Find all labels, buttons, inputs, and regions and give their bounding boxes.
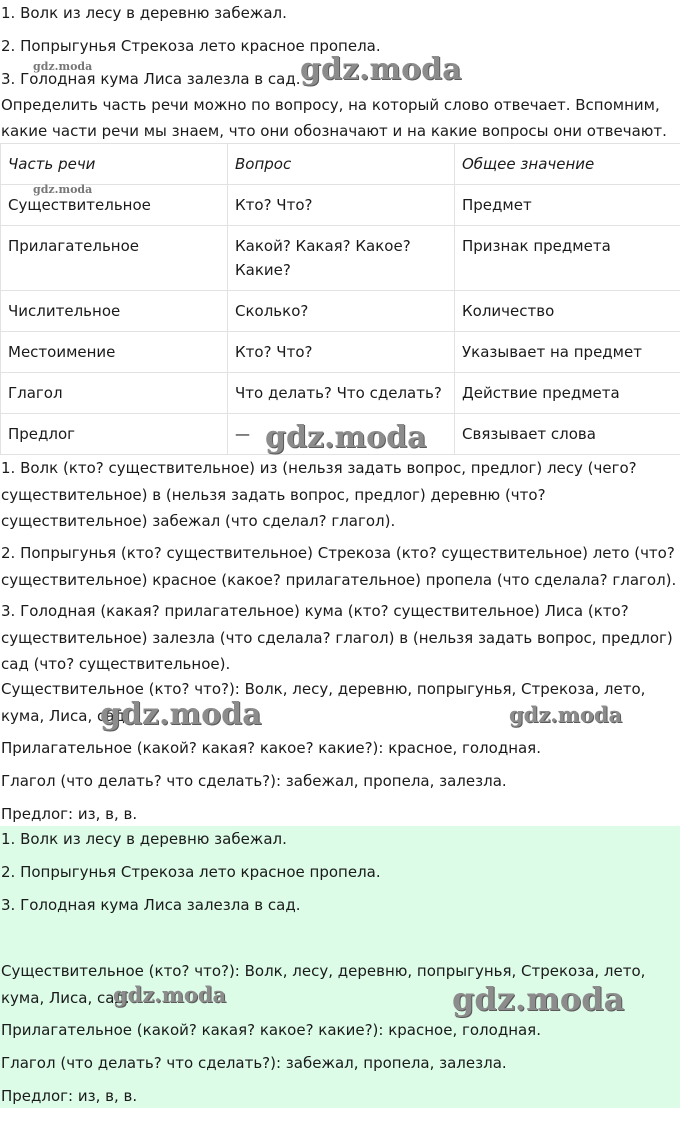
table-cell: Кто? Что?	[228, 185, 455, 226]
watermark-logo: gdz.moda	[33, 183, 93, 196]
summary-prepositions: Предлог: из, в, в.	[1, 805, 138, 823]
summary-adjectives: Прилагательное (какой? какая? какое? какие?): красное, голодная.	[1, 739, 541, 757]
table-row	[1, 226, 680, 291]
answer-sentence-1: 1. Волк из лесу в деревню забежал.	[1, 830, 287, 848]
table-cell: Действие предмета	[455, 373, 680, 414]
answer-summary-nouns: Существительное (кто? что?): Волк, лесу, деревню, попрыгунья, Стрекоза, лето, кума, Лиса, сад.	[1, 962, 646, 1007]
header-part-of-speech: Часть речи	[1, 144, 228, 185]
analysis-sentence-1: 1. Волк (кто? существительное) из (нельзя задать вопрос, предлог) лесу (чего? существительное) в (нельзя задать вопрос, предлог) деревню (что? существительное) забежал (что сделал? глагол).	[1, 459, 637, 530]
watermark-logo: gdz.moda	[300, 52, 462, 87]
summary-nouns: Существительное (кто? что?): Волк, лесу, деревню, попрыгунья, Стрекоза, лето, кума, Лиса, сад.	[1, 680, 646, 725]
watermark-logo: gdz.moda	[509, 702, 623, 727]
table-cell: Местоимение	[1, 332, 228, 373]
table-header-row	[1, 144, 680, 185]
table-row	[1, 185, 680, 226]
table-row	[1, 373, 680, 414]
table-row	[1, 332, 680, 373]
table-cell: —	[228, 414, 455, 455]
intro-sentence-1: 1. Волк из лесу в деревню забежал.	[1, 4, 287, 22]
table-cell: Предлог	[1, 414, 228, 455]
answer-summary-adjectives: Прилагательное (какой? какая? какое? какие?): красное, голодная.	[1, 1021, 541, 1039]
intro-paragraph: Определить часть речи можно по вопросу, на который слово отвечает. Вспомним, какие части речи мы знаем, что они обозначают и на какие вопросы они отвечают.	[1, 96, 667, 140]
table-cell: Существительное	[1, 185, 228, 226]
header-meaning: Общее значение	[455, 144, 680, 185]
parts-of-speech-table	[0, 143, 680, 455]
table-cell: Кто? Что?	[228, 332, 455, 373]
intro-sentence-2: 2. Попрыгунья Стрекоза лето красное пропела.	[1, 37, 381, 55]
watermark-logo: gdz.moda	[113, 982, 227, 1007]
table-cell: Предмет	[455, 185, 680, 226]
table-cell: Прилагательное	[1, 226, 228, 291]
watermark-logo: gdz.moda	[33, 60, 93, 73]
answer-sentence-2: 2. Попрыгунья Стрекоза лето красное пропела.	[1, 863, 381, 881]
analysis-sentence-2: 2. Попрыгунья (кто? существительное) Стрекоза (кто? существительное) лето (что? существительное) красное (какое? прилагательное) пропела (что сделала? глагол).	[1, 544, 677, 589]
table-cell: Числительное	[1, 291, 228, 332]
table-cell: Признак предмета	[455, 226, 680, 291]
table-row	[1, 291, 680, 332]
intro-sentence-3: 3. Голодная кума Лиса залезла в сад.	[1, 70, 301, 88]
watermark-logo: gdz.moda	[452, 980, 625, 1018]
summary-verbs: Глагол (что делать? что сделать?): забежал, пропела, залезла.	[1, 772, 507, 790]
table-cell: Указывает на предмет	[455, 332, 680, 373]
header-question: Вопрос	[228, 144, 455, 185]
table-cell: Какой? Какая? Какое? Какие?	[228, 226, 455, 291]
table-cell: Количество	[455, 291, 680, 332]
answer-sentence-3: 3. Голодная кума Лиса залезла в сад.	[1, 896, 301, 914]
analysis-sentence-3: 3. Голодная (какая? прилагательное) кума (кто? существительное) Лиса (кто? существительное) залезла (что сделала? глагол) в (нельзя задать вопрос, предлог) сад (что? существительное).	[1, 602, 673, 673]
table-cell: Что делать? Что сделать?	[228, 373, 455, 414]
table-cell: Связывает слова	[455, 414, 680, 455]
table-cell: Глагол	[1, 373, 228, 414]
answer-summary-verbs: Глагол (что делать? что сделать?): забежал, пропела, залезла.	[1, 1054, 507, 1072]
watermark-logo: gdz.moda	[265, 420, 427, 455]
answer-summary-prepositions: Предлог: из, в, в.	[1, 1087, 138, 1105]
watermark-logo: gdz.moda	[100, 697, 262, 732]
table-cell: Сколько?	[228, 291, 455, 332]
